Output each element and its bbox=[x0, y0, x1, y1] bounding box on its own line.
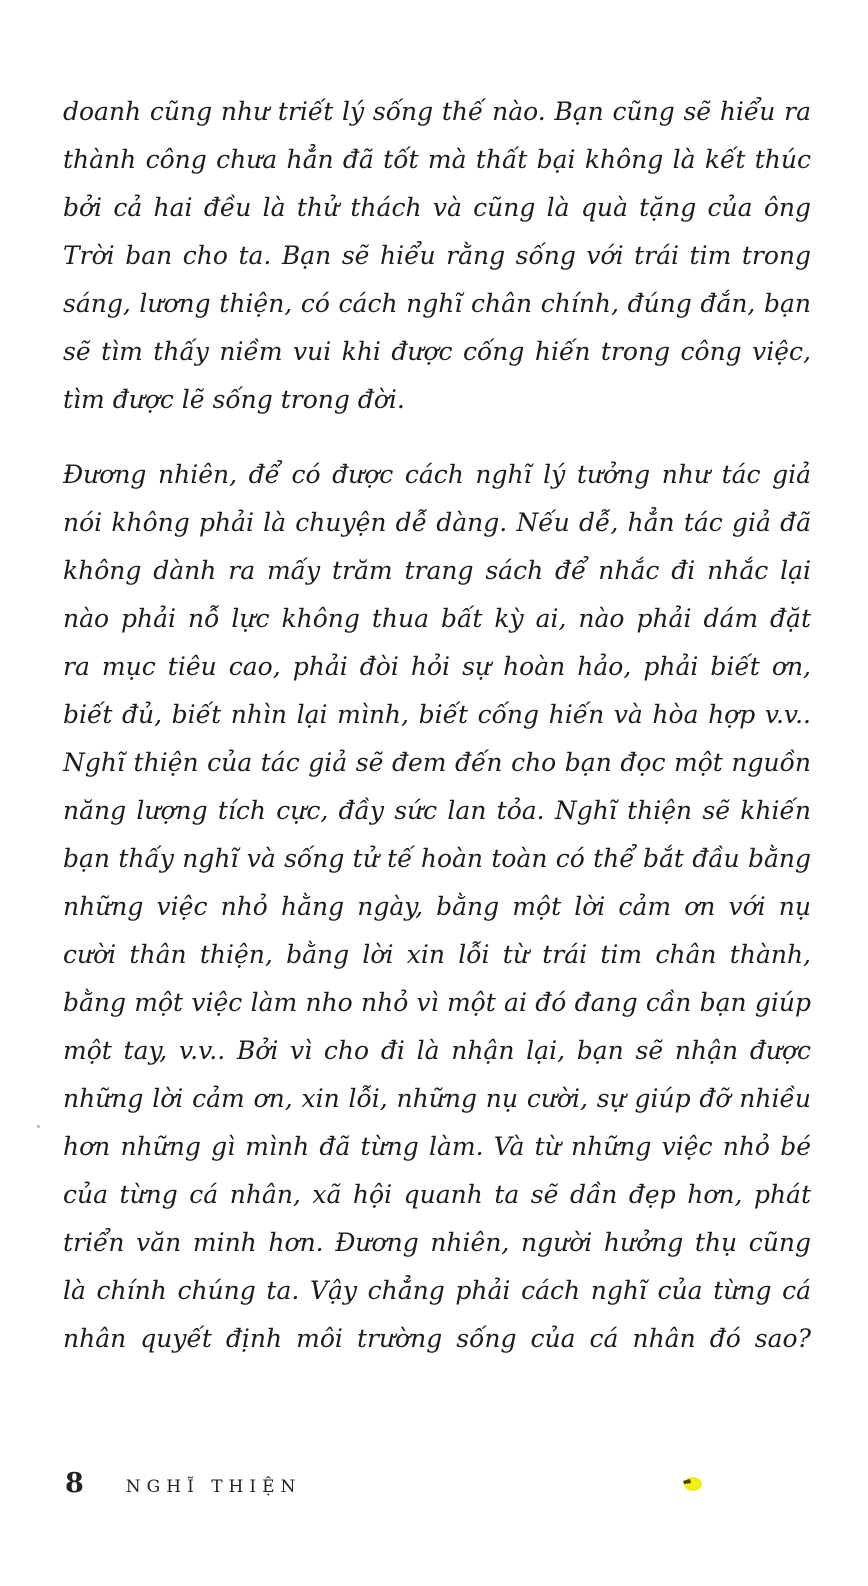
text-line: một tay, v.v.. Bởi vì cho đi là nhận lại, bạn sẽ nhận được bbox=[63, 1036, 811, 1065]
paragraph bbox=[63, 88, 811, 424]
text-line: những việc nhỏ hằng ngày, bằng một lời cảm ơn với nụ bbox=[63, 892, 811, 921]
text-line: năng lượng tích cực, đầy sức lan tỏa. Nghĩ thiện sẽ khiến bbox=[63, 796, 811, 825]
highlighter-speck-icon bbox=[679, 1473, 705, 1493]
paragraph bbox=[63, 451, 811, 1363]
running-title: NGHĨ THIỆN bbox=[125, 1477, 302, 1497]
text-line: ra mục tiêu cao, phải đòi hỏi sự hoàn hảo, phải biết ơn, bbox=[63, 652, 811, 681]
text-line: biết đủ, biết nhìn lại mình, biết cống hiến và hòa hợp v.v.. bbox=[63, 700, 811, 729]
text-line: sáng, lương thiện, có cách nghĩ chân chính, đúng đắn, bạn bbox=[63, 289, 811, 318]
speck-body bbox=[684, 1477, 702, 1491]
text-line: nói không phải là chuyện dễ dàng. Nếu dễ, hẳn tác giả đã bbox=[63, 508, 811, 537]
text-line: hơn những gì mình đã từng làm. Và từ những việc nhỏ bé bbox=[63, 1132, 811, 1161]
text-line: không dành ra mấy trăm trang sách để nhắc đi nhắc lại bbox=[63, 556, 811, 585]
text-line: Đương nhiên, để có được cách nghĩ lý tưởng như tác giả bbox=[63, 460, 811, 489]
scan-artifact-dot bbox=[37, 1125, 40, 1128]
text-line: bạn thấy nghĩ và sống tử tế hoàn toàn có thể bắt đầu bằng bbox=[63, 844, 811, 873]
text-line: doanh cũng như triết lý sống thế nào. Bạn cũng sẽ hiểu ra bbox=[63, 97, 811, 126]
text-line: Nghĩ thiện của tác giả sẽ đem đến cho bạn đọc một nguồn bbox=[63, 748, 811, 777]
text-line: là chính chúng ta. Vậy chẳng phải cách nghĩ của từng cá bbox=[63, 1276, 811, 1305]
text-line: Trời ban cho ta. Bạn sẽ hiểu rằng sống với trái tim trong bbox=[63, 241, 811, 270]
text-line: bằng một việc làm nho nhỏ vì một ai đó đang cần bạn giúp bbox=[63, 988, 811, 1017]
page-number: 8 bbox=[65, 1468, 84, 1499]
text-line: tìm được lẽ sống trong đời. bbox=[63, 385, 405, 414]
text-line: của từng cá nhân, xã hội quanh ta sẽ dần đẹp hơn, phát bbox=[63, 1180, 811, 1209]
text-line: sẽ tìm thấy niềm vui khi được cống hiến trong công việc, bbox=[63, 337, 811, 366]
text-line: những lời cảm ơn, xin lỗi, những nụ cười, sự giúp đỡ nhiều bbox=[63, 1084, 811, 1113]
text-line: thành công chưa hẳn đã tốt mà thất bại không là kết thúc bbox=[63, 145, 811, 174]
text-line: triển văn minh hơn. Đương nhiên, người hưởng thụ cũng bbox=[63, 1228, 811, 1257]
text-line: nhân quyết định môi trường sống của cá nhân đó sao? bbox=[63, 1324, 811, 1353]
text-line: cười thân thiện, bằng lời xin lỗi từ trái tim chân thành, bbox=[63, 940, 811, 969]
body-text bbox=[63, 88, 811, 1363]
text-line: nào phải nỗ lực không thua bất kỳ ai, nào phải dám đặt bbox=[63, 604, 811, 633]
text-line: bởi cả hai đều là thử thách và cũng là quà tặng của ông bbox=[63, 193, 811, 222]
